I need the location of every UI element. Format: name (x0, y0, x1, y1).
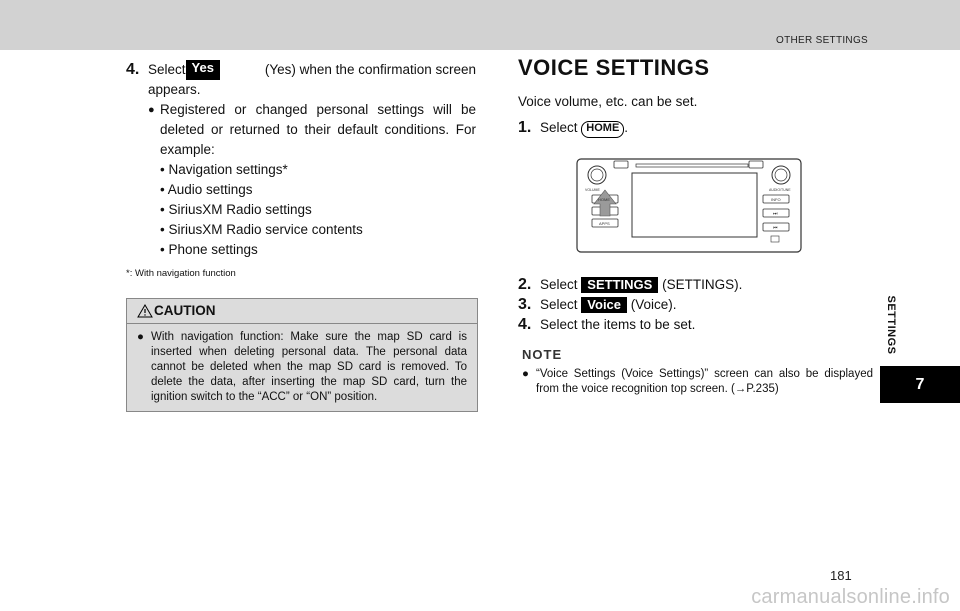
home-key-label: HOME (598, 197, 610, 202)
step-2 (518, 275, 873, 295)
section-title: VOICE SETTINGS (518, 55, 710, 80)
bullet-dot-icon: ● (148, 104, 155, 116)
step-number: 4. (518, 316, 532, 333)
yes-button-chip: Yes (186, 60, 220, 80)
note-body (522, 367, 873, 397)
bullet-block (148, 100, 476, 160)
step-post: (Yes) when the confirmation screen (264, 62, 476, 77)
step-post: (SETTINGS). (662, 277, 743, 292)
caution-dot-icon: ● (137, 331, 144, 343)
step-text (148, 60, 476, 100)
settings-button-chip: SETTINGS (581, 277, 658, 293)
bullet-text: Registered or changed personal settings will be deleted or returned to their default conditions. For example: (160, 102, 476, 157)
caution-text: With navigation function: Make sure the map SD card is inserted when deleting personal data. The personal data cannot be deleted when the map SD card is removed. To delete the data, after inserting the map SD card, turn the ignition switch to the “ACC” or “ON” position. (151, 331, 467, 403)
step-1 (518, 118, 873, 138)
step-pre: Select (540, 277, 578, 292)
list-item: • Phone settings (160, 242, 258, 257)
step-text: Select the items to be set. (540, 317, 696, 332)
chapter-number-tab: 7 (880, 366, 960, 403)
home-button-chip: HOME (581, 121, 624, 138)
step-number: 3. (518, 296, 532, 313)
caution-box (126, 298, 478, 412)
apps-key-label: APPS (599, 221, 610, 226)
left-column (126, 60, 476, 412)
header-title: OTHER SETTINGS (776, 35, 868, 46)
caution-title: CAUTION (154, 303, 216, 318)
list-item: • Audio settings (160, 182, 253, 197)
list-item: • SiriusXM Radio service contents (160, 222, 363, 237)
warning-triangle-icon (137, 304, 153, 318)
step-number: 4. (126, 61, 140, 78)
audio-tune-label: AUDIO/TUNE (769, 188, 791, 192)
caution-body (127, 324, 477, 411)
step-4-left (126, 60, 476, 100)
note-title: NOTE (522, 347, 563, 362)
footnote: *: With navigation function (126, 268, 236, 279)
head-unit-drawing (576, 158, 802, 253)
watermark: carmanualsonline.info (751, 586, 950, 608)
step-pre: Select (540, 297, 578, 312)
intro-text: Voice volume, etc. can be set. (518, 94, 698, 109)
next-track-icon: ⏭ (773, 211, 778, 217)
right-column (518, 55, 873, 397)
step-cont: appears. (148, 82, 201, 97)
step-pre: Select (540, 120, 578, 135)
settings-list (160, 160, 476, 260)
list-item: • Navigation settings* (160, 162, 288, 177)
step-post: (Voice). (630, 297, 677, 312)
volume-label: VOLUME (585, 188, 600, 192)
note-dot-icon: ● (522, 368, 529, 380)
voice-button-chip: Voice (581, 297, 627, 313)
step-number: 1. (518, 119, 532, 136)
step-pre: Select (148, 62, 186, 77)
step-4-right (518, 315, 873, 335)
step-3 (518, 295, 873, 315)
step-post: . (624, 120, 629, 135)
note-text: “Voice Settings (Voice Settings)” screen can also be displayed from the voice recognition top screen. (→P.235) (536, 368, 873, 395)
head-unit-illustration (576, 158, 802, 253)
prev-track-icon: ⏮ (773, 225, 778, 231)
side-tab-text: SETTINGS (885, 295, 897, 355)
info-key-label: INFO (771, 197, 781, 202)
list-item: • SiriusXM Radio settings (160, 202, 312, 217)
page-number: 181 (830, 568, 852, 583)
side-tab-label (876, 290, 906, 360)
caution-header (127, 299, 477, 324)
step-number: 2. (518, 276, 532, 293)
